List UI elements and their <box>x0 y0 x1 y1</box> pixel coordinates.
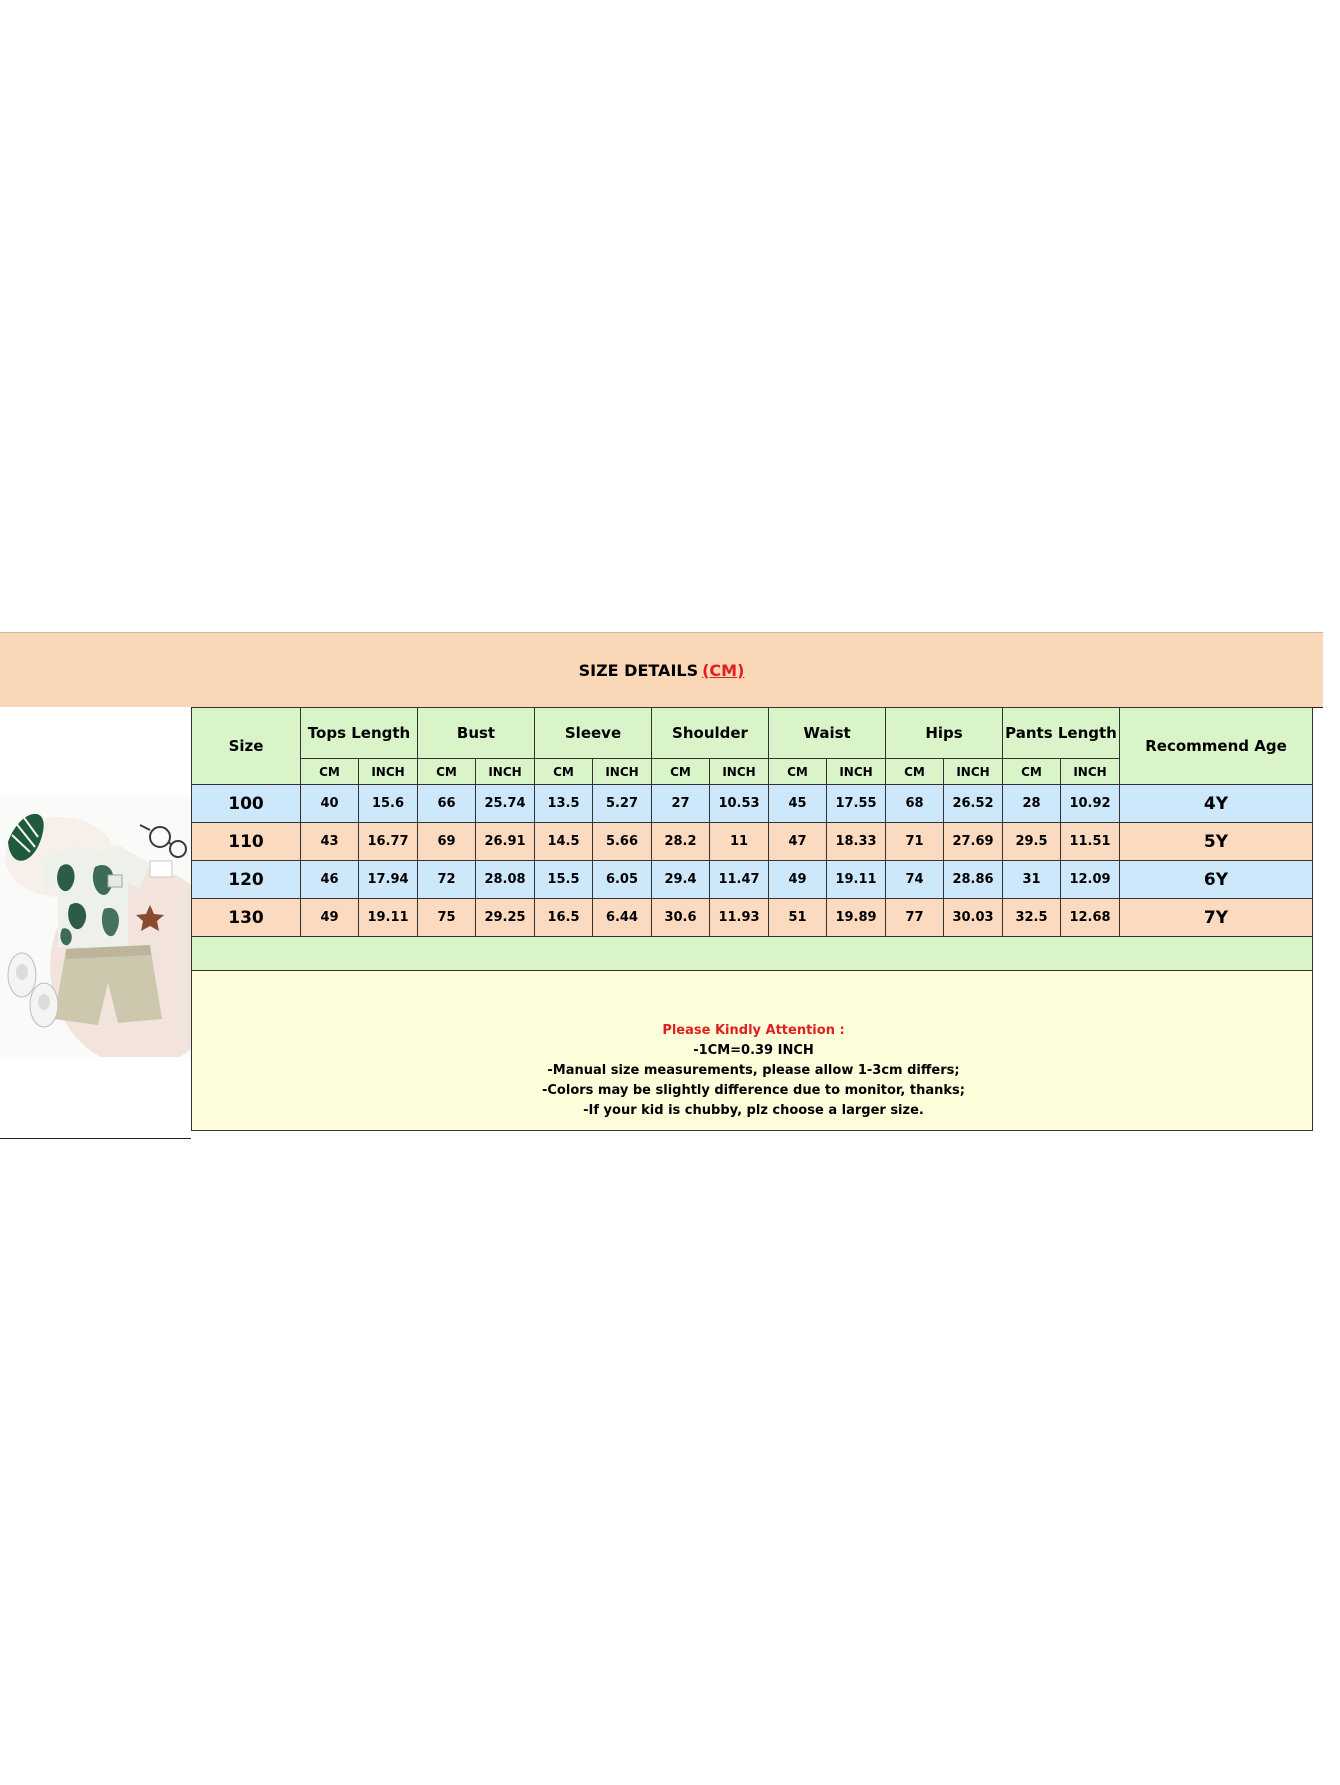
table-row <box>192 823 1313 861</box>
unit-header: INCH <box>359 759 418 785</box>
value-cell: 17.55 <box>827 785 886 823</box>
value-cell: 29.4 <box>652 861 710 899</box>
unit-header: CM <box>301 759 359 785</box>
size-details-title-band <box>0 632 1323 708</box>
unit-header: INCH <box>827 759 886 785</box>
age-cell: 5Y <box>1120 823 1313 861</box>
value-cell: 28.86 <box>944 861 1003 899</box>
value-cell: 27 <box>652 785 710 823</box>
value-cell: 25.74 <box>476 785 535 823</box>
table-row <box>192 861 1313 899</box>
value-cell: 40 <box>301 785 359 823</box>
unit-header: CM <box>418 759 476 785</box>
unit-header: CM <box>535 759 593 785</box>
unit-header: INCH <box>710 759 769 785</box>
table-row <box>192 899 1313 937</box>
value-cell: 13.5 <box>535 785 593 823</box>
unit-header: CM <box>769 759 827 785</box>
value-cell: 11 <box>710 823 769 861</box>
recommend-age-header: Recommend Age <box>1120 708 1313 785</box>
value-cell: 6.44 <box>593 899 652 937</box>
value-cell: 15.6 <box>359 785 418 823</box>
unit-header: CM <box>886 759 944 785</box>
value-cell: 19.11 <box>827 861 886 899</box>
size-cell: 120 <box>192 861 301 899</box>
value-cell: 75 <box>418 899 476 937</box>
size-table <box>191 707 1313 1131</box>
value-cell: 17.94 <box>359 861 418 899</box>
value-cell: 72 <box>418 861 476 899</box>
value-cell: 10.92 <box>1061 785 1120 823</box>
value-cell: 51 <box>769 899 827 937</box>
empty-green-row <box>192 937 1313 971</box>
value-cell: 32.5 <box>1003 899 1061 937</box>
value-cell: 26.91 <box>476 823 535 861</box>
value-cell: 11.51 <box>1061 823 1120 861</box>
size-cell: 130 <box>192 899 301 937</box>
value-cell: 45 <box>769 785 827 823</box>
value-cell: 10.53 <box>710 785 769 823</box>
value-cell: 16.77 <box>359 823 418 861</box>
group-header-hips: Hips <box>886 708 1003 759</box>
unit-header: INCH <box>944 759 1003 785</box>
group-header-sleeve: Sleeve <box>535 708 652 759</box>
value-cell: 68 <box>886 785 944 823</box>
group-header-waist: Waist <box>769 708 886 759</box>
group-header-pants-length: Pants Length <box>1003 708 1120 759</box>
product-photo <box>0 797 191 1057</box>
unit-header: CM <box>652 759 710 785</box>
size-cell: 110 <box>192 823 301 861</box>
value-cell: 15.5 <box>535 861 593 899</box>
age-cell: 6Y <box>1120 861 1313 899</box>
value-cell: 29.5 <box>1003 823 1061 861</box>
size-header: Size <box>192 708 301 785</box>
value-cell: 31 <box>1003 861 1061 899</box>
note-line: -Colors may be slightly difference due to monitor, thanks; <box>542 1082 965 1098</box>
value-cell: 16.5 <box>535 899 593 937</box>
value-cell: 77 <box>886 899 944 937</box>
product-photo-cell <box>0 707 191 1139</box>
value-cell: 19.89 <box>827 899 886 937</box>
header-row-groups <box>192 708 1313 759</box>
unit-header: INCH <box>476 759 535 785</box>
value-cell: 11.93 <box>710 899 769 937</box>
value-cell: 14.5 <box>535 823 593 861</box>
value-cell: 71 <box>886 823 944 861</box>
unit-header: INCH <box>1061 759 1120 785</box>
value-cell: 28.08 <box>476 861 535 899</box>
value-cell: 29.25 <box>476 899 535 937</box>
value-cell: 5.66 <box>593 823 652 861</box>
note-line: -1CM=0.39 INCH <box>693 1042 814 1058</box>
value-cell: 47 <box>769 823 827 861</box>
note-line: -If your kid is chubby, plz choose a larger size. <box>583 1102 924 1118</box>
size-chart-sheet <box>0 632 1324 1138</box>
age-cell: 7Y <box>1120 899 1313 937</box>
value-cell: 66 <box>418 785 476 823</box>
notes-cell <box>192 971 1313 1131</box>
value-cell: 12.68 <box>1061 899 1120 937</box>
value-cell: 5.27 <box>593 785 652 823</box>
group-header-bust: Bust <box>418 708 535 759</box>
value-cell: 11.47 <box>710 861 769 899</box>
attention-heading: Please Kindly Attention : <box>662 1022 845 1038</box>
value-cell: 26.52 <box>944 785 1003 823</box>
title-unit: (CM) <box>702 660 745 680</box>
value-cell: 49 <box>301 899 359 937</box>
value-cell: 30.03 <box>944 899 1003 937</box>
value-cell: 12.09 <box>1061 861 1120 899</box>
value-cell: 28.2 <box>652 823 710 861</box>
size-cell: 100 <box>192 785 301 823</box>
value-cell: 74 <box>886 861 944 899</box>
group-header-tops-length: Tops Length <box>301 708 418 759</box>
value-cell: 27.69 <box>944 823 1003 861</box>
value-cell: 46 <box>301 861 359 899</box>
value-cell: 69 <box>418 823 476 861</box>
value-cell: 28 <box>1003 785 1061 823</box>
value-cell: 43 <box>301 823 359 861</box>
value-cell: 6.05 <box>593 861 652 899</box>
value-cell: 49 <box>769 861 827 899</box>
group-header-shoulder: Shoulder <box>652 708 769 759</box>
unit-header: INCH <box>593 759 652 785</box>
notes-row <box>192 971 1313 1131</box>
title-text: SIZE DETAILS <box>578 660 699 680</box>
value-cell: 30.6 <box>652 899 710 937</box>
value-cell: 19.11 <box>359 899 418 937</box>
empty-cell <box>192 937 1313 971</box>
age-cell: 4Y <box>1120 785 1313 823</box>
value-cell: 18.33 <box>827 823 886 861</box>
table-row <box>192 785 1313 823</box>
notes-block <box>192 981 1312 1121</box>
unit-header: CM <box>1003 759 1061 785</box>
note-line: -Manual size measurements, please allow 1-3cm differs; <box>547 1062 960 1078</box>
